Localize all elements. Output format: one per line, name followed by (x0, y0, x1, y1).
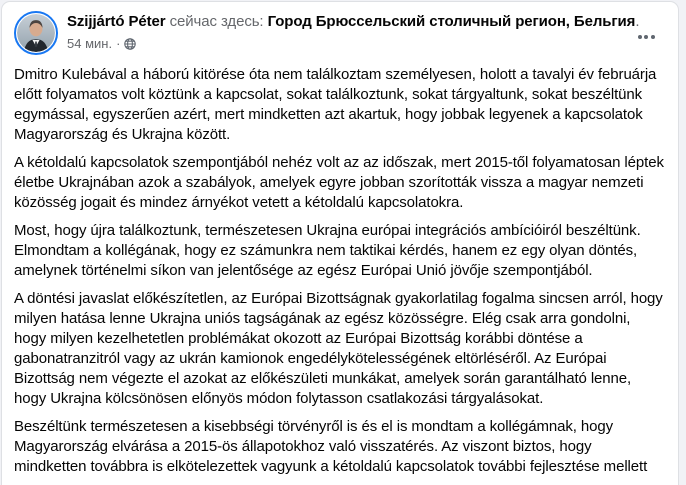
post-paragraph: A döntési javaslat előkészítetlen, az Európai Bizottságnak gyakorlatilag fogalma sincsen arról, hogy milyen hatása lenne Ukrajna uniós tagságának az egész közösségre. Elég csak arra gondolni, hogy milyen kezelhetetlen problémákat okozott az Európai Bizottság korábbi döntése a gabonatranzitról vagy az ukrán kamionok engedélykötelességének eltörléséről. Az Európai Bizottság nem végezte el azokat az előkészületi munkákat, amelyek során garantálható lenne, hogy Ukrajna kölcsönösen előnyös módon folytasson csatlakozási tárgyalásokat. (14, 290, 663, 407)
post-paragraph: Dmitro Kulebával a háború kitörése óta nem találkoztam személyesen, holott a tavalyi év februárja előtt folyamatos volt köztünk a kapcsolat, sokat találkoztunk, sokat tárgyaltunk, sokat beszéltünk egymással, egyszerűen azért, mert mindketten azt akartuk, hogy jobbak legyenek a kapcsolatok Magyarország és Ukrajna között. (14, 66, 657, 143)
context-text: сейчас здесь: (169, 13, 264, 30)
ellipsis-dot (638, 35, 642, 39)
more-options-button[interactable] (628, 19, 664, 55)
post-header (2, 2, 678, 55)
post-paragraph: Most, hogy újra találkoztunk, természetesen Ukrajna európai integrációs ambícióiról beszéltünk. Elmondtam a kollégának, hogy ez számunkra nem taktikai kérdés, hanem ez egy olyan döntés, amelynek történelmi síkon van jelentősége az egész Európai Unió jövője szempontjából. (14, 222, 641, 279)
globe-privacy-icon (124, 38, 136, 50)
location-link[interactable]: Город Брюссельский столичный регион, Бельгия (267, 13, 636, 30)
ellipsis-dot (651, 35, 655, 39)
post-paragraph: A kétoldalú kapcsolatok szempontjából nehéz volt az az időszak, mert 2015-től folyamatosan léptek életbe Ukrajnában azok a szabályok, amelyek egyre jobban szorították vissza a magyar nemzeti közösség jogait és mindez árnyékot vetett a kétoldalú kapcsolatokra. (14, 154, 664, 211)
profile-photo-icon (17, 14, 55, 52)
post-header-text (67, 11, 639, 52)
avatar[interactable] (14, 11, 58, 55)
author-name-link[interactable]: Szijjártó Péter (67, 13, 166, 30)
post-meta-line (67, 35, 639, 52)
timestamp-link[interactable]: 54 мин. (67, 36, 113, 51)
facebook-post-card (1, 1, 679, 485)
meta-separator: · (116, 36, 121, 51)
post-text (2, 65, 678, 477)
post-title-line (67, 12, 639, 32)
ellipsis-dot (644, 35, 648, 39)
location-suffix: . (635, 13, 640, 30)
post-paragraph: Beszéltünk természetesen a kisebbségi törvényről is és el is mondtam a kollégámnak, hogy Magyarország elvárása a 2015-ös állapotokhoz való visszatérés. Az viszont biztos, hogy mindketten továbbra is elkötelezettek vagyunk a kétoldalú kapcsolatok további fejlesztése mellett (14, 418, 648, 475)
